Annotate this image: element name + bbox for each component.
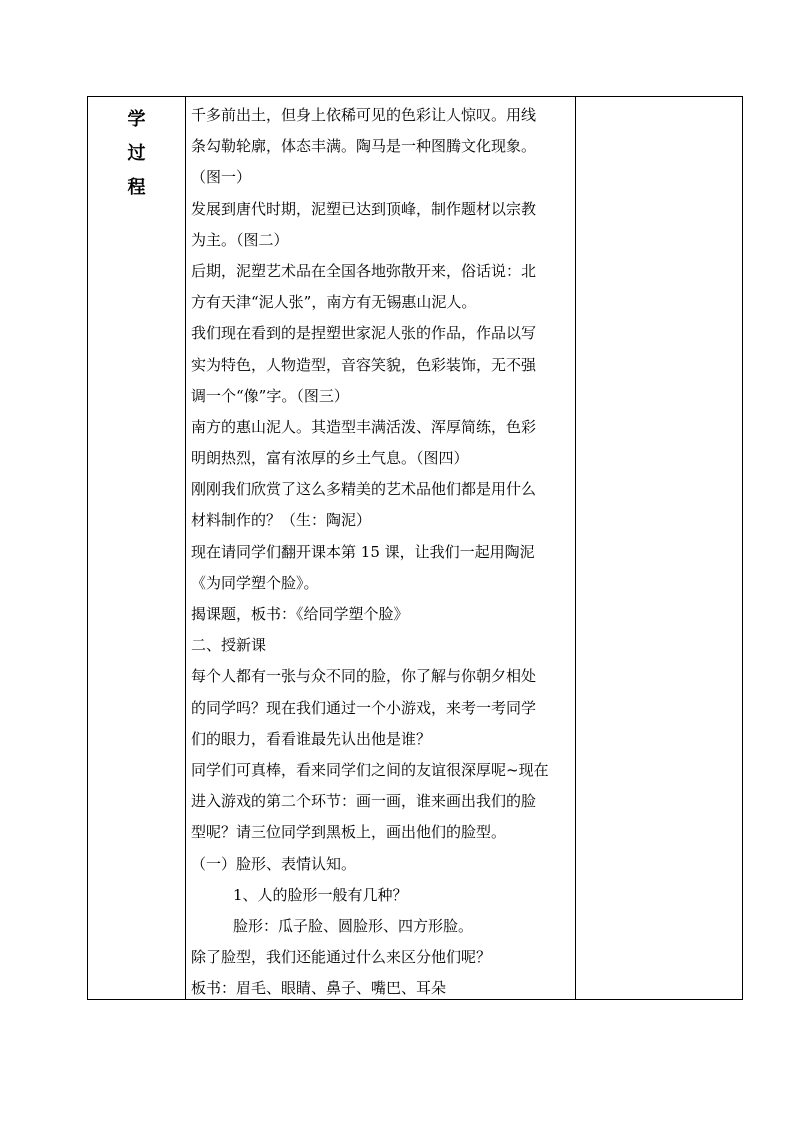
content-line: 实为特色，人物造型，音容笑貌，色彩装饰，无不强 [191, 355, 537, 374]
content-line: 条勾勒轮廓，体态丰满。陶马是一种图腾文化现象。 [191, 137, 537, 156]
column-divider-left [185, 97, 186, 999]
content-line: 进入游戏的第二个环节：画一画，谁来画出我们的脸 [191, 792, 537, 811]
content-line: 我们现在看到的是捏塑世家泥人张的作品，作品以写 [191, 324, 537, 343]
content-line: 板书：眉毛、眼睛、鼻子、嘴巴、耳朵 [191, 979, 447, 998]
content-line: 的同学吗？现在我们通过一个小游戏，来考一考同学 [191, 698, 537, 717]
content-line: 揭课题，板书：《给同学塑个脸》 [191, 605, 409, 623]
content-line: 发展到唐代时期，泥塑已达到顶峰，制作题材以宗教 [191, 199, 537, 218]
content-line: 为主。（图二） [191, 230, 289, 249]
content-line: 同学们可真棒，看来同学们之间的友谊很深厚呢~现在 [191, 760, 549, 779]
content-line: 除了脸型，我们还能通过什么来区分他们呢？ [191, 948, 492, 967]
section-label [88, 103, 185, 205]
content-line: 《为同学塑个脸》。 [191, 573, 319, 592]
content-line: （图一） [191, 168, 252, 187]
content-line: 二、授新课 [191, 636, 267, 655]
content-line: 方有天津“泥人张”，南方有无锡惠山泥人。 [191, 293, 477, 312]
content-line: 南方的惠山泥人。其造型丰满活泼、浑厚简练，色彩 [191, 417, 537, 436]
content-line: 调一个“像”字。（图三） [191, 386, 349, 405]
content-line: 1、人的脸形一般有几种？ [233, 885, 408, 904]
section-label-char: 程 [127, 177, 146, 198]
lesson-content [191, 100, 571, 1004]
content-line: 刚刚我们欣赏了这么多精美的艺术品他们都是用什么 [191, 480, 537, 499]
content-line: 现在请同学们翻开课本第 15 课，让我们一起用陶泥 [191, 542, 535, 561]
content-line: 们的眼力，看看谁最先认出他是谁？ [191, 729, 432, 748]
content-line: 后期，泥塑艺术品在全国各地弥散开来，俗话说：北 [191, 261, 537, 280]
content-line: 明朗热烈，富有浓厚的乡土气息。（图四） [191, 449, 469, 468]
content-line: 每个人都有一张与众不同的脸，你了解与你朝夕相处 [191, 667, 537, 686]
column-divider-right [575, 97, 576, 999]
section-label-char: 学 [127, 109, 146, 130]
content-line: 脸形：瓜子脸、圆脸形、四方形脸。 [233, 916, 474, 935]
content-line: 材料制作的？（生：陶泥） [191, 511, 372, 530]
section-label-char: 过 [127, 143, 146, 164]
content-line: 型呢？请三位同学到黑板上，画出他们的脸型。 [191, 823, 507, 842]
content-line: （一）脸形、表情认知。 [191, 854, 357, 873]
content-line: 千多前出土，但身上依稀可见的色彩让人惊叹。用线 [191, 106, 537, 124]
lesson-table [87, 96, 743, 1000]
